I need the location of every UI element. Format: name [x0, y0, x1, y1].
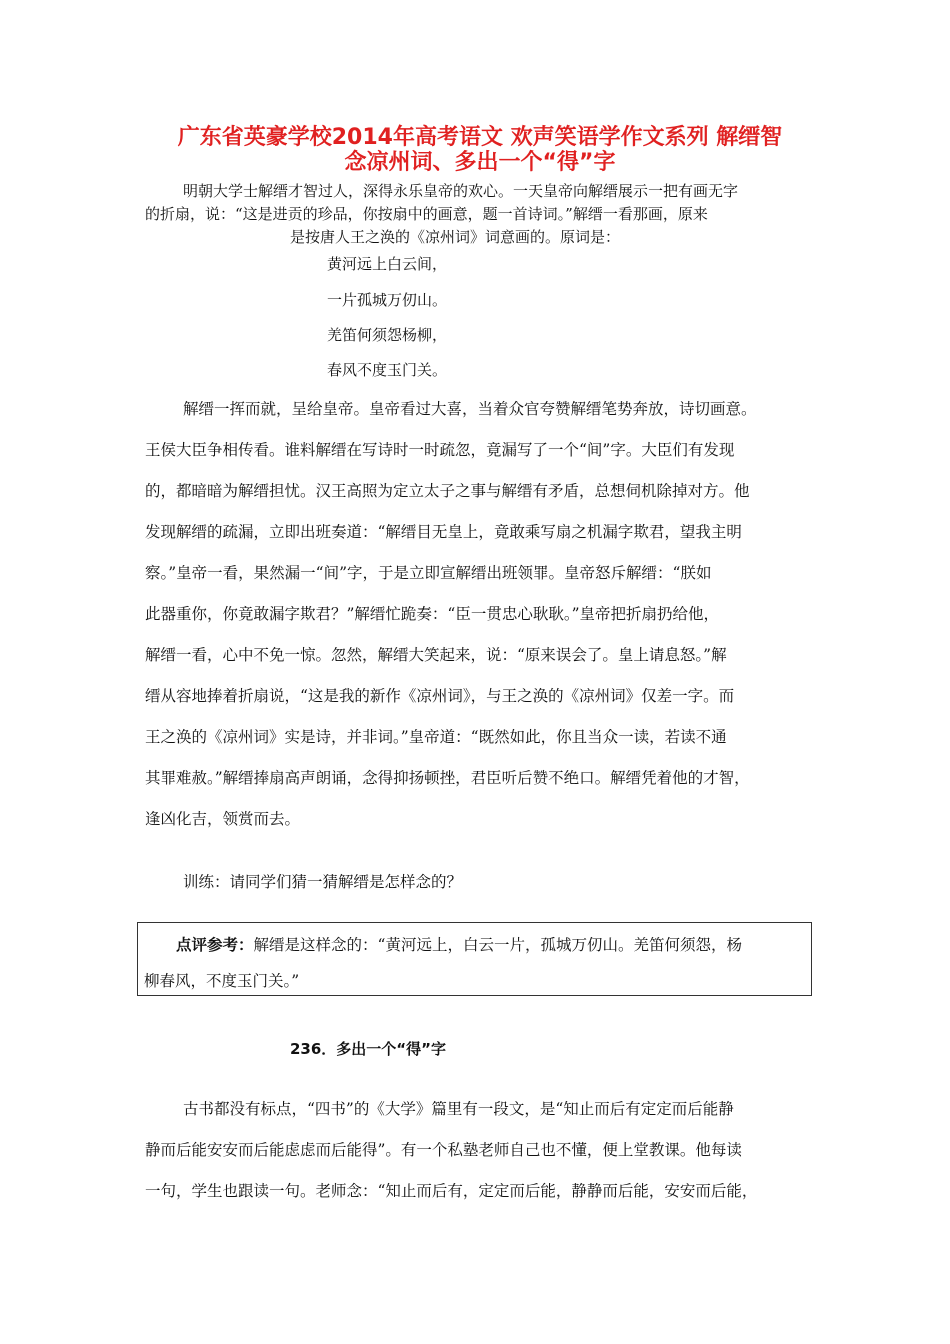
story-line: 王侯大臣争相传看。谁料解缙在写诗时一时疏忽，竟漏写了一个“间”字。大臣们有发现 [145, 441, 735, 459]
exercise-question: 训练：请同学们猜一猜解缙是怎样念的？ [183, 873, 463, 891]
intro-line: 是按唐人王之涣的《凉州词》词意画的。原词是： [290, 228, 621, 246]
poem-line: 黄河远上白云间， [327, 255, 448, 273]
review-label: 点评参考： [176, 935, 254, 954]
section-heading: 236．多出一个“得”字 [290, 1040, 447, 1058]
story-line: 解缙一挥而就，呈给皇帝。皇帝看过大喜，当着众官夸赞解缙笔势奔放，诗切画意。 [183, 400, 757, 418]
section2-line: 古书都没有标点，“四书”的《大学》篇里有一段文，是“知止而后有定定而后能静 [183, 1100, 734, 1118]
story-line: 解缙一看，心中不免一惊。忽然，解缙大笑起来，说：“原来误会了。皇上请息怒。”解 [145, 646, 727, 664]
story-line: 缙从容地捧着折扇说，“这是我的新作《凉州词》，与王之涣的《凉州词》仅差一字。而 [145, 687, 735, 705]
story-line: 逢凶化吉，领赏而去。 [145, 810, 301, 828]
story-line: 此器重你，你竟敢漏字欺君？”解缙忙跪奏：“臣一贯忠心耿耿。”皇帝把折扇扔给他， [145, 605, 720, 623]
story-line: 发现解缙的疏漏，立即出班奏道：“解缙目无皇上，竟敢乘写扇之机漏字欺君，望我主明 [145, 523, 742, 541]
story-line: 察。”皇帝一看，果然漏一“间”字，于是立即宣解缙出班领罪。皇帝怒斥解缙：“朕如 [145, 564, 712, 582]
section2-line: 一句，学生也跟读一句。老师念：“知止而后有，定定而后能，静静而后能，安安而后能， [145, 1182, 758, 1200]
story-line: 其罪难赦。”解缙捧扇高声朗诵，念得抑扬顿挫，君臣听后赞不绝口。解缙凭着他的才智， [145, 769, 750, 787]
title-line-2: 念凉州词、多出一个“得”字 [344, 150, 616, 175]
review-box [137, 922, 812, 996]
poem-line: 一片孤城万仞山。 [327, 291, 448, 309]
section2-line: 静而后能安安而后能虑虑而后能得”。有一个私塾老师自己也不懂，便上堂教课。他每读 [145, 1141, 742, 1159]
intro-line: 的折扇，说：“这是进贡的珍品，你按扇中的画意，题一首诗词。”解缙一看那画，原来 [145, 205, 708, 223]
review-line-1 [176, 933, 742, 955]
review-line-2: 柳春风，不度玉门关。” [144, 972, 300, 990]
poem-line: 羌笛何须怨杨柳， [327, 326, 448, 344]
title-line-1: 广东省英豪学校2014年高考语文 欢声笑语学作文系列 解缙智 [177, 125, 783, 150]
review-text: 解缙是这样念的：“黄河远上，白云一片，孤城万仞山。羌笛何须怨，杨 [253, 936, 742, 954]
intro-line: 明朝大学士解缙才智过人，深得永乐皇帝的欢心。一天皇帝向解缙展示一把有画无字 [183, 182, 739, 200]
story-line: 的，都暗暗为解缙担忧。汉王高照为定立太子之事与解缙有矛盾，总想伺机除掉对方。他 [145, 482, 750, 500]
story-line: 王之涣的《凉州词》实是诗，并非词。”皇帝道：“既然如此，你且当众一读，若读不通 [145, 728, 727, 746]
poem-line: 春风不度玉门关。 [327, 361, 448, 379]
